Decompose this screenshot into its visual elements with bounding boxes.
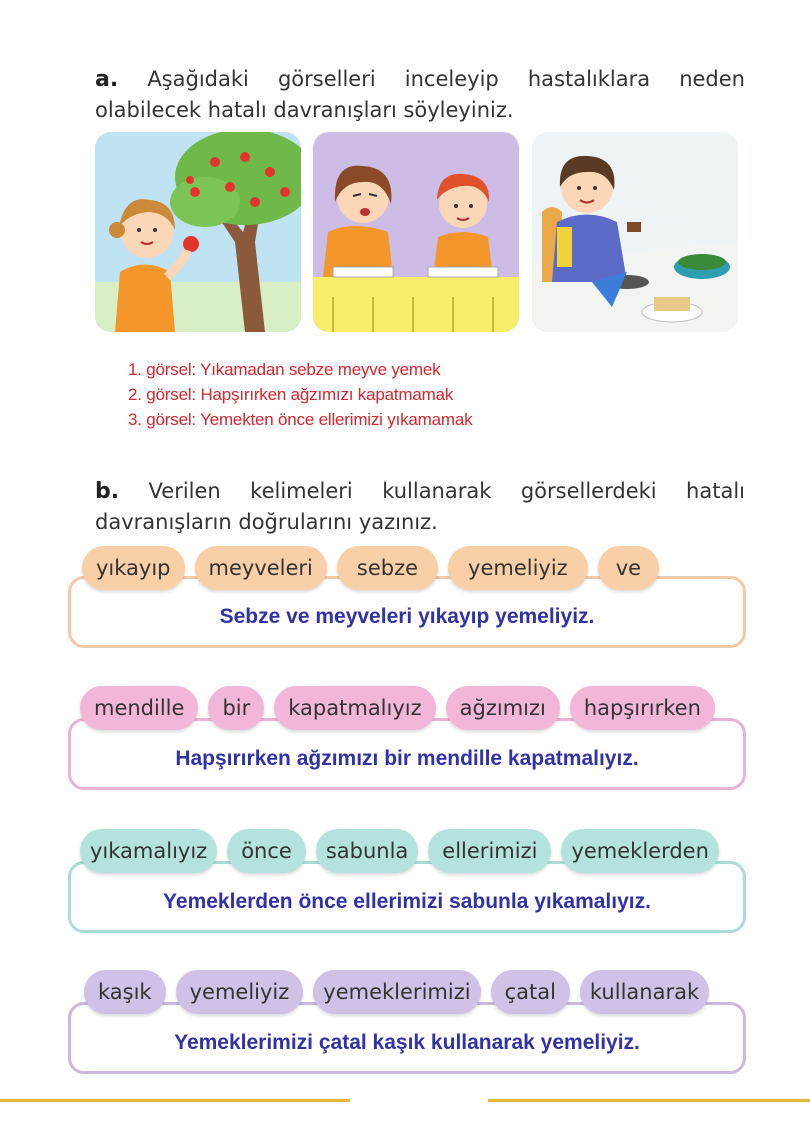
word-chip: kullanarak — [580, 970, 709, 1014]
word-chips-3 — [80, 829, 729, 875]
word-chip: çatal — [491, 970, 570, 1014]
answer-a-3: 3. görsel: Yemekten önce ellerimizi yıkamamak — [128, 410, 473, 429]
word-chip: hapşırırken — [570, 686, 715, 730]
word-chip: yemeliyiz — [176, 970, 304, 1014]
question-b-text: Verilen kelimeleri kullanarak görsellerdeki hatalı davranışların doğrularını yazınız. — [95, 479, 745, 534]
word-chip: önce — [227, 829, 306, 873]
word-chip: meyveleri — [195, 546, 327, 590]
answers-a — [128, 357, 472, 432]
illustration-girl-apple-tree — [95, 132, 301, 332]
footer-rule-left — [0, 1099, 350, 1102]
question-b-letter: b. — [95, 479, 120, 504]
word-chip: bir — [208, 686, 264, 730]
answer-sentence-1: Sebze ve meyveleri yıkayıp yemeliyiz. — [219, 605, 595, 628]
word-chip: kapatmalıyız — [274, 686, 435, 730]
word-chips-2 — [80, 686, 725, 732]
question-a-text: Aşağıdaki görselleri inceleyip hastalıklara neden olabilecek hatalı davranışları söyleyiniz. — [95, 67, 745, 122]
answer-a-1: 1. görsel: Yıkamadan sebze meyve yemek — [128, 360, 441, 379]
word-chip: kaşık — [84, 970, 166, 1014]
word-chip: yıkamalıyız — [80, 829, 217, 873]
answer-sentence-3: Yemeklerden önce ellerimizi sabunla yıkamalıyız. — [163, 890, 651, 913]
question-a-letter: a. — [95, 67, 119, 92]
word-chip: yemeklerden — [561, 829, 718, 873]
word-chip: ellerimizi — [428, 829, 551, 873]
illustration-boy-eating — [532, 132, 738, 332]
word-chip: sebze — [337, 546, 438, 590]
word-chips-4 — [84, 970, 719, 1016]
illustration-children-sneezing — [313, 132, 519, 332]
footer-rule-right — [488, 1099, 810, 1102]
word-chip: ve — [598, 546, 659, 590]
answer-sentence-2: Hapşırırken ağzımızı bir mendille kapatmalıyız. — [175, 747, 639, 770]
answer-a-2: 2. görsel: Hapşırırken ağzımızı kapatmamak — [128, 385, 454, 404]
word-chip: yemeklerimizi — [313, 970, 480, 1014]
question-a — [95, 64, 745, 126]
word-chips-1 — [82, 546, 669, 592]
answer-sentence-4: Yemeklerimizi çatal kaşık kullanarak yemeliyiz. — [174, 1031, 640, 1054]
word-chip: ağzımızı — [446, 686, 560, 730]
word-chip: yemeliyiz — [448, 546, 588, 590]
word-chip: yıkayıp — [82, 546, 185, 590]
question-b — [95, 476, 745, 538]
word-chip: mendille — [80, 686, 198, 730]
word-chip: sabunla — [316, 829, 418, 873]
